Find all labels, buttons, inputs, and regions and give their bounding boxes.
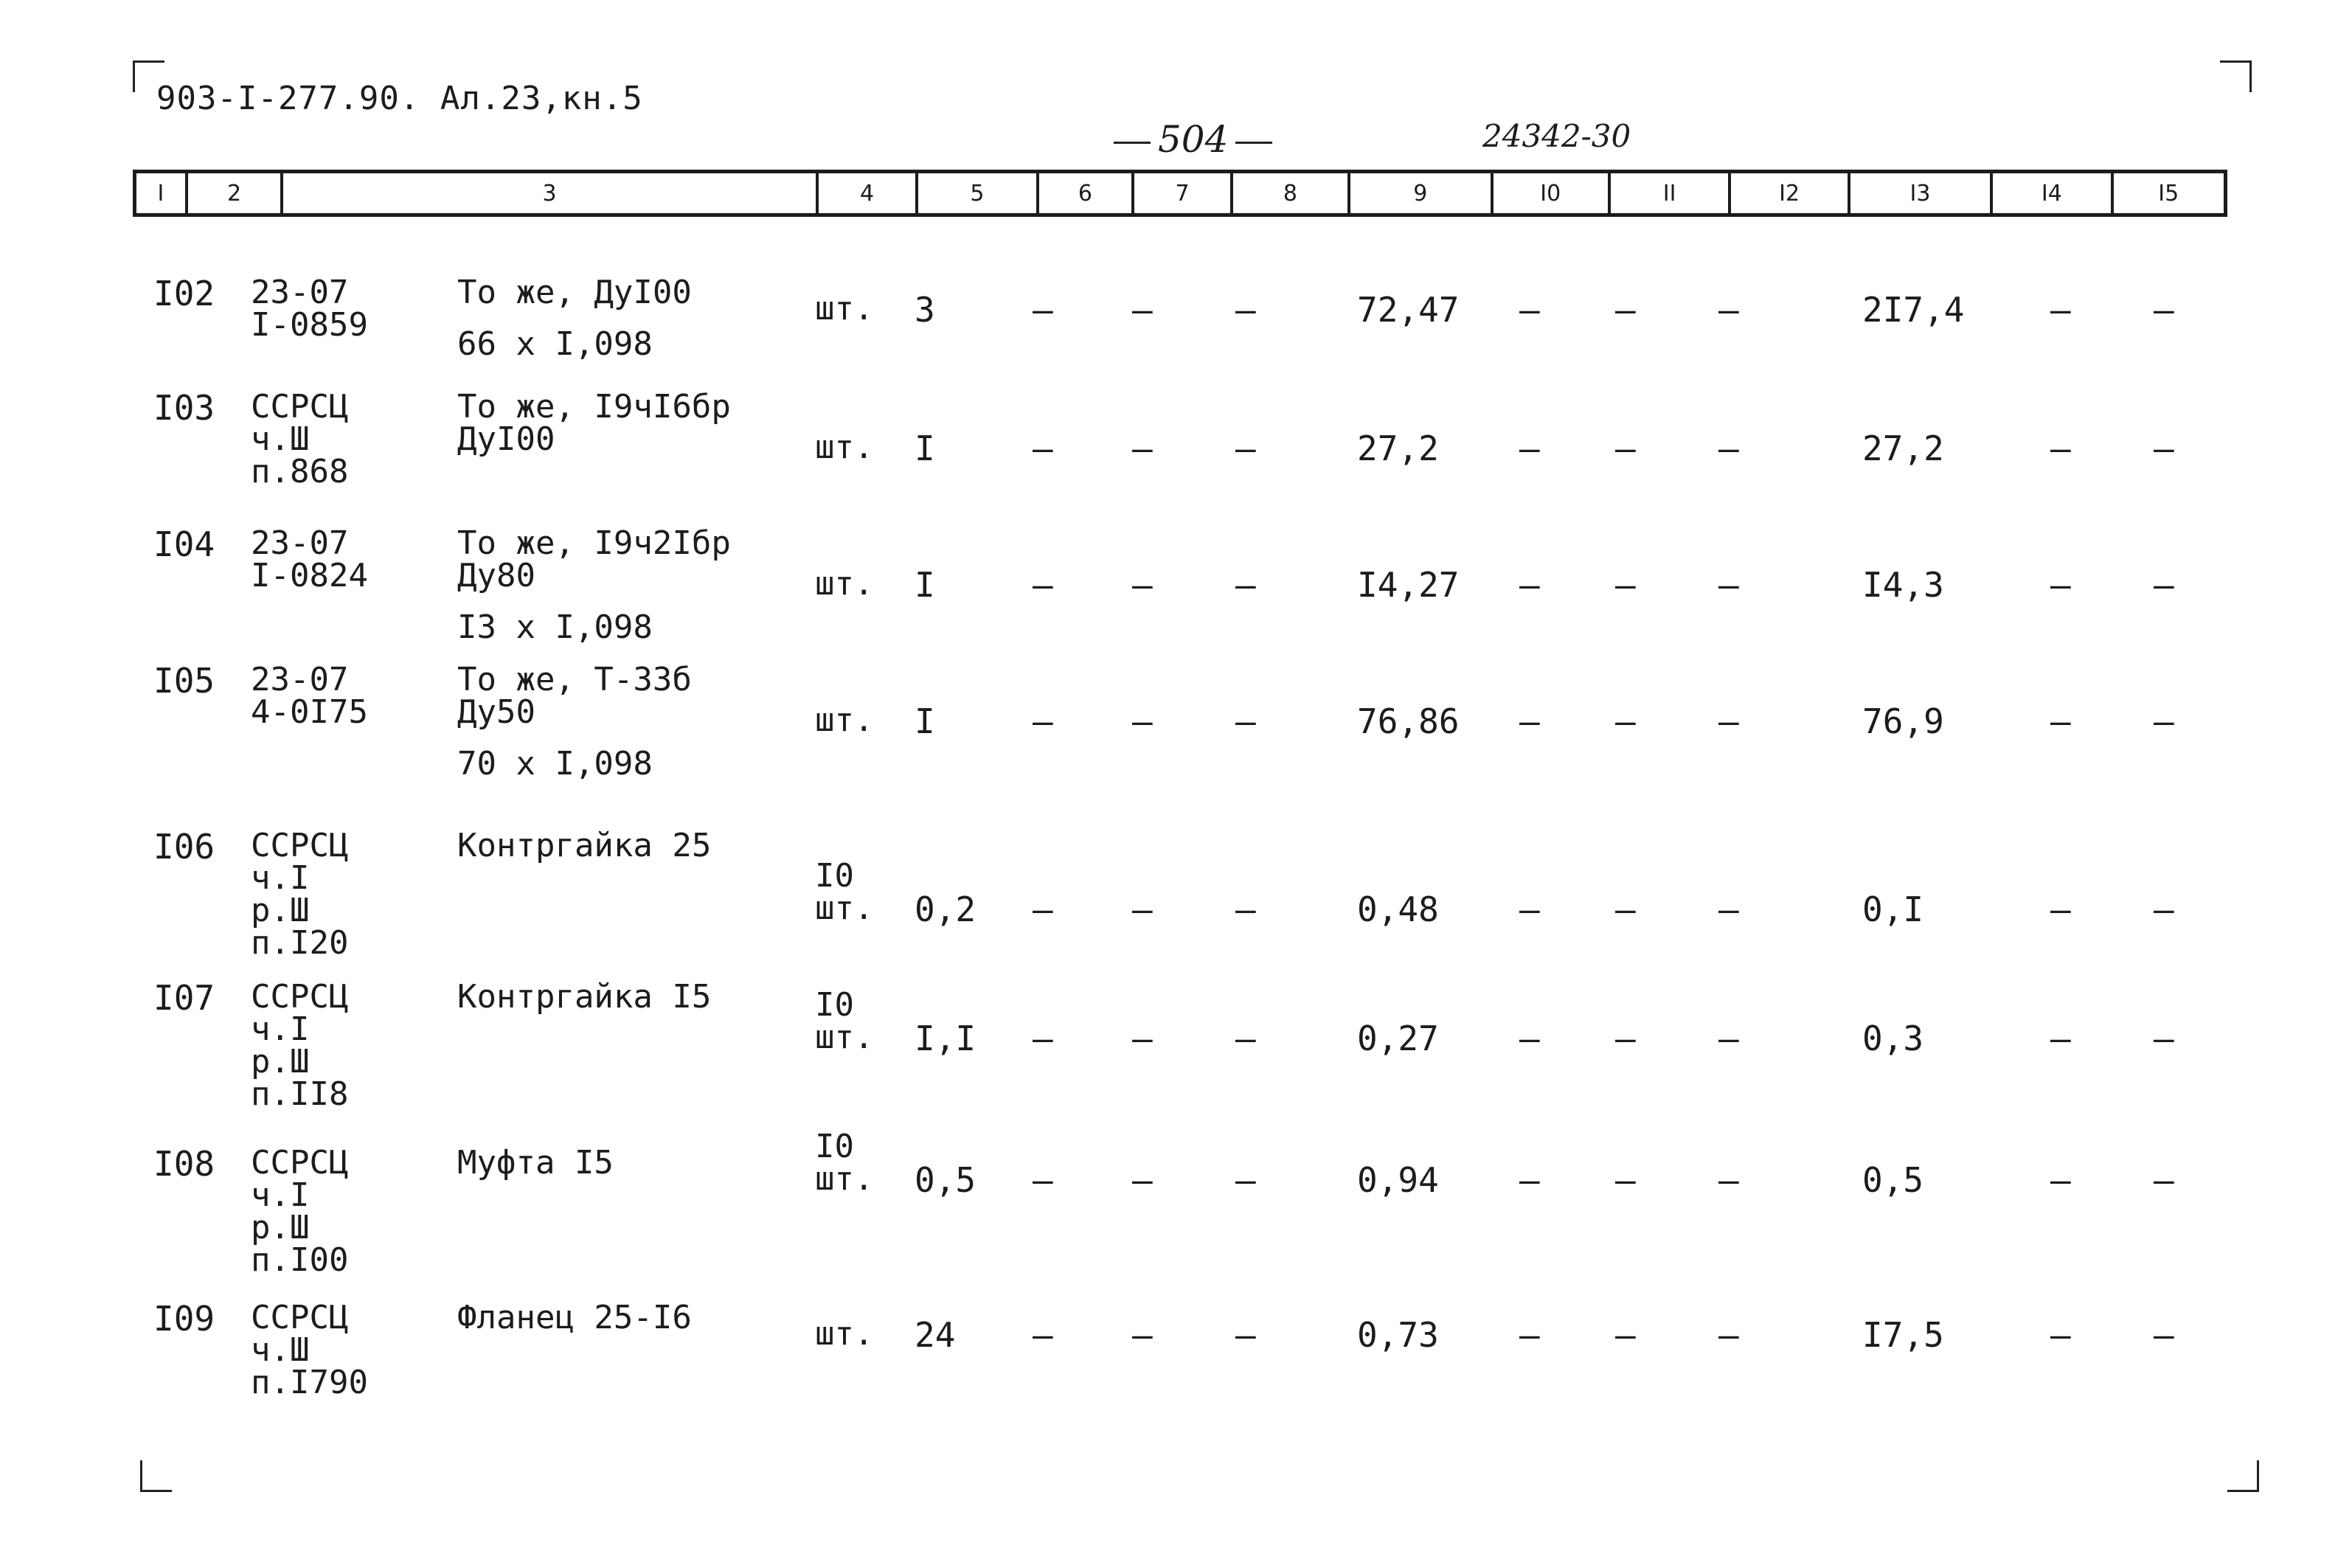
row-cell-c13: 0,3 [1862, 1019, 1924, 1058]
row-cell-c11: – [1615, 701, 1636, 741]
row-cell-c11: – [1615, 565, 1636, 605]
column-header-6: 6 [1039, 173, 1135, 213]
table-row [133, 978, 2227, 1128]
row-cell-c6: – [1033, 429, 1053, 468]
row-cell-c12: – [1718, 565, 1739, 605]
row-cell-c14: – [2050, 701, 2071, 741]
row-unit-line: шт. [815, 1160, 874, 1198]
table-row [133, 1128, 2227, 1294]
row-cell-c13: I7,5 [1862, 1315, 1944, 1355]
row-number: I06 [153, 827, 215, 867]
row-number: I09 [153, 1299, 215, 1339]
row-unit-line: шт. [815, 889, 874, 927]
column-header-1: I [136, 173, 188, 213]
row-unit [815, 857, 874, 927]
row-number: I05 [153, 661, 215, 701]
row-description [457, 661, 692, 783]
row-cell-c12: – [1718, 889, 1739, 929]
row-unit-line: шт. [815, 701, 874, 739]
row-description-line: Контргайка I5 [457, 978, 712, 1016]
row-code-line: I-0824 [251, 557, 368, 594]
row-cell-c6: – [1033, 1019, 1053, 1058]
column-header-10: I0 [1494, 173, 1611, 213]
row-description-line: 70 x I,098 [457, 745, 653, 783]
row-unit-line: I0 [815, 986, 854, 1024]
row-cell-c7: – [1132, 1315, 1153, 1355]
table-row [133, 524, 2227, 675]
row-description-line: Фланец 25-I6 [457, 1299, 692, 1336]
column-number-header [133, 170, 2227, 217]
row-cell-c8: – [1235, 429, 1256, 468]
row-code-line: 23-07 [251, 274, 349, 311]
row-code [251, 388, 349, 490]
row-code-line: 23-07 [251, 524, 349, 562]
row-number: I02 [153, 274, 215, 313]
row-cell-c6: – [1033, 1160, 1053, 1200]
row-unit [815, 290, 874, 327]
column-header-14: I4 [1993, 173, 2113, 213]
row-description-line: То же, Т-33б [457, 661, 692, 698]
row-cell-c7: – [1132, 565, 1153, 605]
row-cell-c7: – [1132, 701, 1153, 741]
table-row [133, 661, 2227, 811]
row-cell-c11: – [1615, 429, 1636, 468]
column-header-5: 5 [918, 173, 1038, 213]
row-code-line: ССРСЦ [251, 978, 349, 1016]
row-code-line: п.I790 [251, 1364, 368, 1401]
row-unit-line: шт. [815, 565, 874, 603]
row-cell-c9: I4,27 [1357, 565, 1460, 605]
row-cell-c15: – [2154, 565, 2174, 605]
column-header-4: 4 [819, 173, 919, 213]
row-cell-qty: 0,5 [915, 1160, 976, 1200]
row-unit-line: шт. [815, 429, 874, 466]
row-cell-c9: 0,48 [1357, 889, 1439, 929]
row-unit-line: шт. [815, 290, 874, 327]
row-unit [815, 431, 873, 464]
table-row [133, 388, 2227, 538]
column-header-12: I2 [1731, 173, 1850, 213]
row-cell-c6: – [1033, 290, 1053, 330]
document-code: 903-I-277.90. Ал.23,кн.5 [156, 80, 643, 117]
row-code-line: ССРСЦ [251, 388, 349, 426]
row-cell-qty: I [915, 429, 935, 468]
row-code-line: п.II8 [251, 1075, 349, 1113]
row-code-line: ССРСЦ [251, 827, 349, 864]
column-header-3: 3 [283, 173, 818, 213]
row-cell-c10: – [1519, 1315, 1540, 1355]
row-code-line: ч.I [251, 1010, 310, 1048]
row-unit-line: шт. [815, 1019, 874, 1056]
row-description-line: I3 x I,098 [457, 608, 653, 646]
row-cell-c9: 76,86 [1357, 701, 1460, 741]
row-cell-c12: – [1718, 701, 1739, 741]
row-description [457, 827, 712, 864]
row-cell-c9: 27,2 [1357, 429, 1439, 468]
column-header-9: 9 [1350, 173, 1493, 213]
row-cell-c15: – [2154, 1019, 2174, 1058]
row-cell-c9: 0,27 [1357, 1019, 1439, 1058]
column-header-8: 8 [1233, 173, 1350, 213]
row-unit [815, 1128, 874, 1198]
row-code-line: п.I20 [251, 924, 349, 962]
row-code-line: ч.Ш [251, 420, 310, 458]
row-unit-line: шт. [815, 1315, 874, 1353]
row-cell-c8: – [1235, 1315, 1256, 1355]
row-cell-c8: – [1235, 1160, 1256, 1200]
row-cell-c15: – [2154, 429, 2174, 468]
row-description-line: 66 x I,098 [457, 325, 653, 363]
row-cell-c15: – [2154, 889, 2174, 929]
row-number: I07 [153, 978, 215, 1018]
row-code [251, 274, 368, 344]
column-header-15: I5 [2158, 180, 2179, 207]
column-header-11: II [1611, 173, 1731, 213]
row-code [251, 978, 349, 1113]
row-description [457, 1144, 614, 1182]
column-header-13: I3 [1850, 173, 1993, 213]
table-row [133, 827, 2227, 977]
row-code [251, 1299, 368, 1401]
row-code-line: 23-07 [251, 661, 349, 698]
row-cell-c12: – [1718, 1315, 1739, 1355]
row-cell-qty: 24 [915, 1315, 956, 1355]
row-cell-c8: – [1235, 290, 1256, 330]
row-cell-c13: 76,9 [1862, 701, 1944, 741]
column-header-7: 7 [1134, 173, 1233, 213]
row-cell-c6: – [1033, 889, 1053, 929]
row-cell-c12: – [1718, 290, 1739, 330]
row-cell-c15: – [2154, 290, 2174, 330]
row-cell-c14: – [2050, 1160, 2071, 1200]
row-cell-c11: – [1615, 1160, 1636, 1200]
row-description-line: То же, I9ч2Iбр [457, 524, 731, 562]
row-cell-c12: – [1718, 429, 1739, 468]
row-description-line: То же, ДуI00 [457, 274, 692, 311]
row-cell-c10: – [1519, 429, 1540, 468]
row-description [457, 1299, 692, 1336]
row-cell-c14: – [2050, 290, 2071, 330]
row-code-line: ч.I [251, 859, 310, 897]
row-cell-c13: 0,5 [1862, 1160, 1924, 1200]
row-cell-c15: – [2154, 1160, 2174, 1200]
row-description-line: Ду80 [457, 557, 535, 594]
row-cell-c11: – [1615, 889, 1636, 929]
row-code-line: ч.I [251, 1176, 310, 1214]
row-code-line: п.868 [251, 453, 349, 490]
row-description [457, 524, 731, 646]
row-cell-c10: – [1519, 565, 1540, 605]
corner-mark-bottom-left [140, 1460, 172, 1492]
row-description-line: Контргайка 25 [457, 827, 712, 864]
row-cell-qty: 3 [915, 290, 935, 330]
row-cell-c14: – [2050, 1019, 2071, 1058]
column-header-2: 2 [188, 173, 284, 213]
row-description-line: Муфта I5 [457, 1144, 614, 1182]
row-cell-c8: – [1235, 1019, 1256, 1058]
row-cell-c9: 0,73 [1357, 1315, 1439, 1355]
row-cell-c10: – [1519, 290, 1540, 330]
row-unit-line: I0 [815, 857, 854, 895]
row-cell-c7: – [1132, 290, 1153, 330]
row-cell-c9: 0,94 [1357, 1160, 1439, 1200]
row-cell-c7: – [1132, 1160, 1153, 1200]
row-description [457, 388, 731, 458]
row-cell-c13: 0,I [1862, 889, 1924, 929]
row-description-line: То же, I9чI6бр [457, 388, 731, 426]
row-code [251, 524, 368, 594]
row-cell-c9: 72,47 [1357, 290, 1460, 330]
row-cell-qty: 0,2 [915, 889, 976, 929]
row-cell-c11: – [1615, 1019, 1636, 1058]
row-cell-c6: – [1033, 1315, 1053, 1355]
row-code-line: 4-0I75 [251, 693, 368, 731]
row-unit [815, 701, 874, 739]
row-cell-c13: 2I7,4 [1862, 290, 1965, 330]
row-cell-c14: – [2050, 1315, 2071, 1355]
row-cell-qty: I [915, 565, 935, 605]
row-cell-c10: – [1519, 1019, 1540, 1058]
row-unit [815, 986, 874, 1056]
row-cell-c8: – [1235, 889, 1256, 929]
corner-mark-bottom-right [2227, 1460, 2259, 1492]
row-cell-c11: – [1615, 1315, 1636, 1355]
row-cell-c6: – [1033, 701, 1053, 741]
row-code-line: п.I00 [251, 1241, 349, 1279]
row-cell-c10: – [1519, 889, 1540, 929]
row-cell-c7: – [1132, 1019, 1153, 1058]
row-cell-c10: – [1519, 1160, 1540, 1200]
row-cell-c14: – [2050, 565, 2071, 605]
row-description-line: ДуI00 [457, 420, 555, 458]
row-unit [815, 1315, 874, 1353]
row-cell-c15: – [2154, 701, 2174, 741]
row-cell-c8: – [1235, 565, 1256, 605]
row-unit [815, 565, 874, 603]
row-code-line: р.Ш [251, 1209, 310, 1246]
row-code [251, 827, 349, 962]
row-cell-c12: – [1718, 1160, 1739, 1200]
row-code-line: ч.Ш [251, 1331, 310, 1369]
reference-code: 24342-30 [1482, 118, 1631, 154]
row-cell-c13: I4,3 [1862, 565, 1944, 605]
row-number: I08 [153, 1144, 215, 1184]
row-description-line: Ду50 [457, 693, 535, 731]
row-code [251, 1144, 349, 1279]
row-code-line: I-0859 [251, 306, 368, 344]
row-code [251, 661, 368, 731]
row-cell-c14: – [2050, 429, 2071, 468]
row-cell-c10: – [1519, 701, 1540, 741]
row-unit-line: I0 [815, 1128, 854, 1165]
row-number: I03 [153, 388, 215, 428]
row-cell-c6: – [1033, 565, 1053, 605]
row-description [457, 978, 712, 1016]
page-number: 504 [1106, 118, 1280, 161]
table-row [133, 1299, 2227, 1449]
row-cell-c7: – [1132, 889, 1153, 929]
row-number: I04 [153, 524, 215, 564]
row-description [457, 274, 692, 363]
row-code-line: ССРСЦ [251, 1144, 349, 1182]
row-cell-c14: – [2050, 889, 2071, 929]
row-code-line: р.Ш [251, 1043, 310, 1080]
row-cell-c12: – [1718, 1019, 1739, 1058]
row-cell-qty: I,I [915, 1019, 976, 1058]
row-code-line: р.Ш [251, 892, 310, 929]
row-cell-qty: I [915, 701, 935, 741]
row-cell-c15: – [2154, 1315, 2174, 1355]
corner-mark-top-right [2220, 60, 2252, 92]
row-cell-c7: – [1132, 429, 1153, 468]
row-cell-c13: 27,2 [1862, 429, 1944, 468]
row-code-line: ССРСЦ [251, 1299, 349, 1336]
row-cell-c8: – [1235, 701, 1256, 741]
row-cell-c11: – [1615, 290, 1636, 330]
